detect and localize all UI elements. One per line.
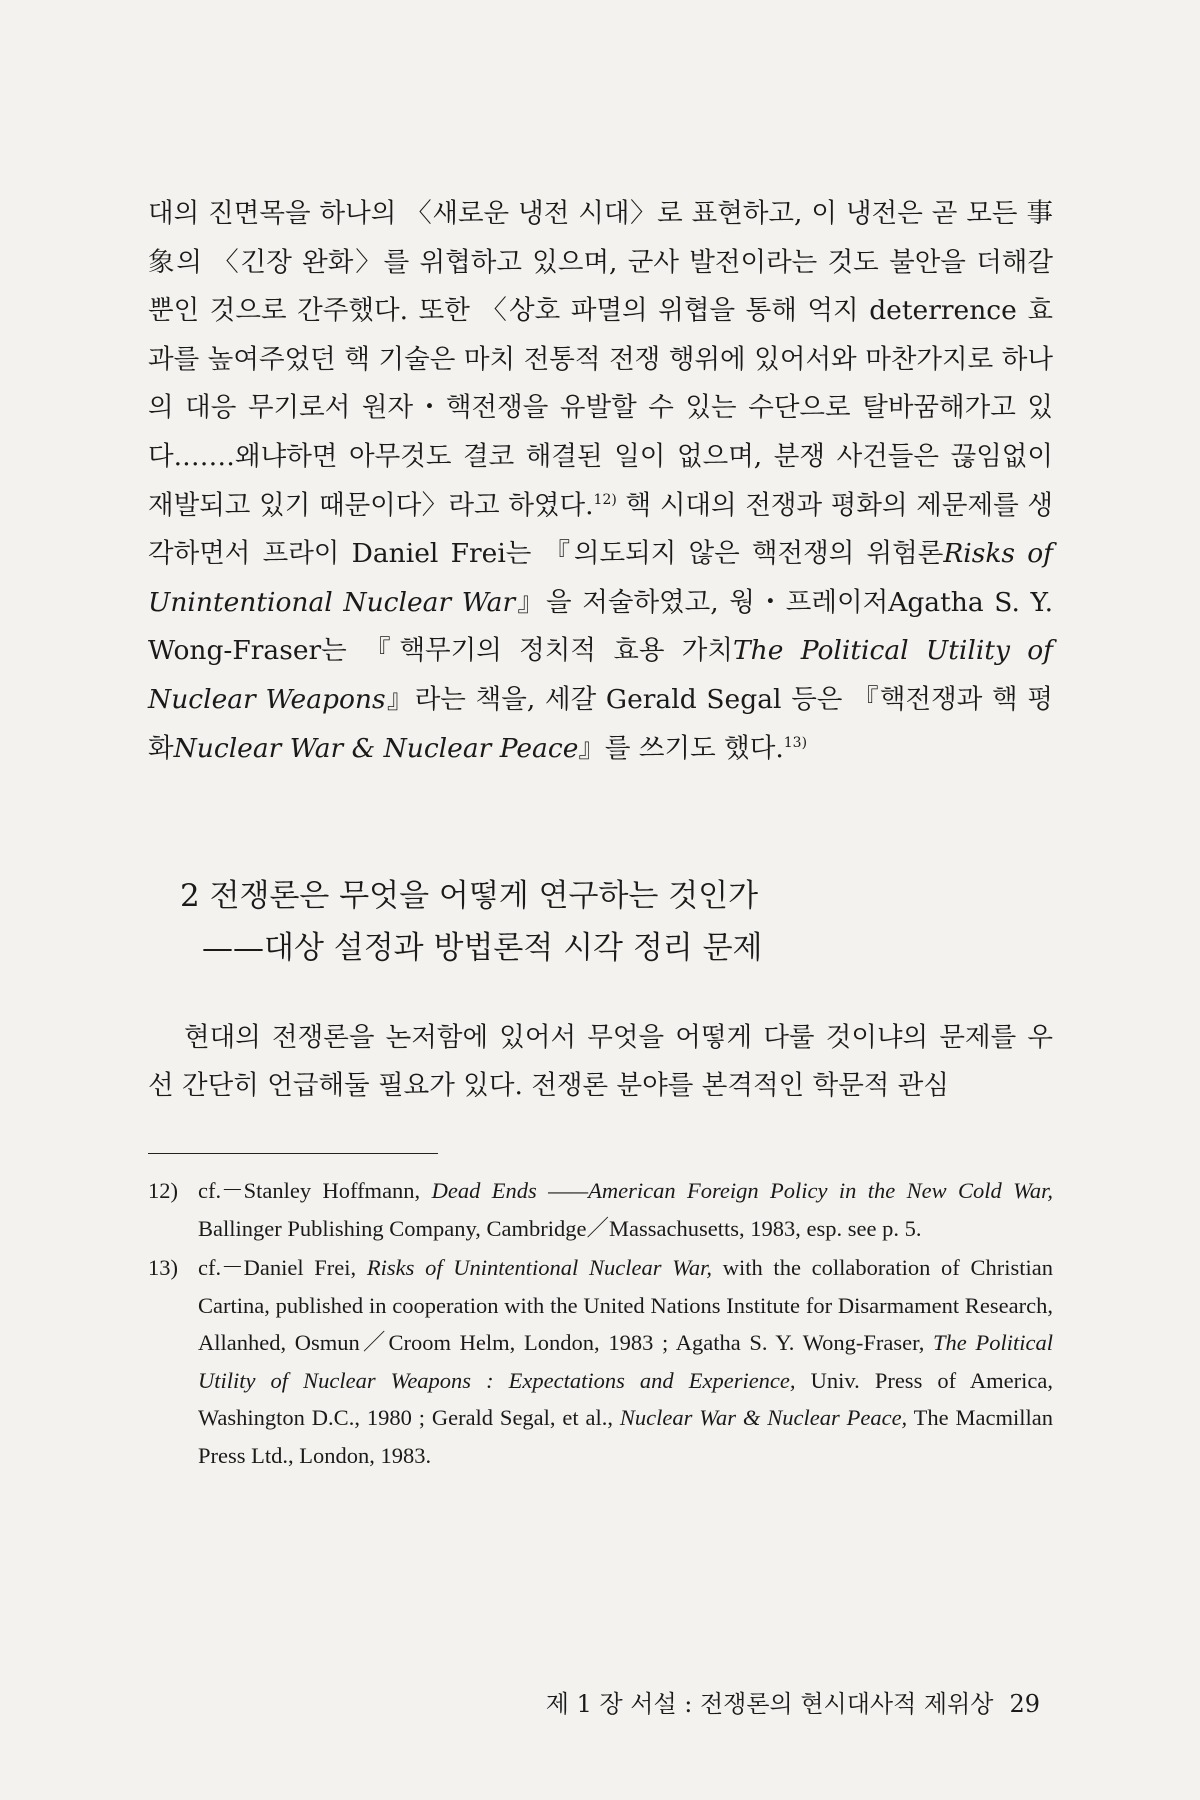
text-run: 』를 쓰기도 했다. xyxy=(578,732,784,764)
book-title-italic: Nuclear War & Nuclear Peace, xyxy=(619,1405,908,1430)
book-title-italic: Risks of Unintentional Nuclear War xyxy=(148,538,1053,618)
footnote-ref-12: 12) xyxy=(593,491,617,508)
book-title-italic: The Political Utility of Nuclear Weapons : Expectations and Experience, xyxy=(198,1330,1053,1393)
text-run: 핵 시대의 전쟁과 평화의 제문제를 생각하면서 프라이 Daniel Frei는 『의도되지 않은 핵전쟁의 위험론 xyxy=(148,489,1053,570)
footnotes xyxy=(148,1172,1053,1476)
text-run: cf.－Daniel Frei, xyxy=(198,1255,367,1280)
footnote-13 xyxy=(148,1249,1053,1474)
book-title-italic: Nuclear War & Nuclear Peace xyxy=(173,732,579,764)
body-paragraph xyxy=(148,190,1053,773)
text-run: 』을 저술하였고, 웡・프레이저Agatha S. Y. Wong-Fraser는 『핵무기의 정치적 효용 가치 xyxy=(148,586,1053,667)
text-run: 』라는 책을, 세갈 Gerald Segal 등은 『핵전쟁과 핵 평화 xyxy=(148,683,1053,764)
body-paragraph-2: 현대의 전쟁론을 논저함에 있어서 무엇을 어떻게 다룰 것이냐의 문제를 우선 간단히 언급해둘 필요가 있다. 전쟁론 분야를 본격적인 학문적 관심 xyxy=(148,1022,1053,1101)
text-run: Ballinger Publishing Company, Cambridge／Massachusetts, 1983, esp. see p. 5. xyxy=(198,1215,922,1241)
text-run: 대의 진면목을 하나의 〈새로운 냉전 시대〉로 표현하고, 이 냉전은 곧 모든 事象의 〈긴장 완화〉를 위협하고 있으며, 군사 발전이라는 것도 불안을 더해갈 뿐인 것으로 간주했다. 또한 〈상호 파멸의 위협을 통해 억지 deterrence 효과를 높여주었던 핵 기술은 마치 전통적 전쟁 행위에 있어서와 마찬가지로 하나의 대응 무기로서 원자・핵전쟁을 유발할 수 있는 수단으로 탈바꿈해가고 있다.……왜냐하면 아무것도 결코 해결된 일이 없으며, 분쟁 사건들은 끊임없이 재발되고 있기 때문이다〉라고 하였다. xyxy=(148,198,1053,521)
book-title-italic: Dead Ends ——American Foreign Policy in the New Cold War, xyxy=(431,1178,1053,1203)
text-run: cf.－Stanley Hoffmann, xyxy=(198,1178,432,1203)
book-title-italic: The Political Utility of Nuclear Weapons xyxy=(148,635,1053,715)
footnote-number: 12) xyxy=(148,1178,178,1203)
running-footer xyxy=(0,1688,1040,1720)
section-subtitle: ——대상 설정과 방법론적 시각 정리 문제 xyxy=(202,930,763,966)
text-run: The Macmillan Press Ltd., London, 1983. xyxy=(198,1405,1053,1468)
footnote-ref-13: 13) xyxy=(783,734,808,751)
page-number: 29 xyxy=(1009,1690,1040,1718)
chapter-title: 제 1 장 서설 : 전쟁론의 현시대사적 제위상 xyxy=(545,1690,994,1718)
footnote-12 xyxy=(148,1172,1053,1247)
book-title-italic: Risks of Unintentional Nuclear War, xyxy=(366,1255,713,1280)
text-run: Univ. Press of America, Washington D.C., 1980 ; Gerald Segal, et al., xyxy=(198,1367,1054,1430)
section-heading xyxy=(180,870,1040,974)
footnote-divider xyxy=(148,1153,438,1154)
text-run: with the collaboration of Christian Cartina, published in cooperation with the United Nations Institute for Disarmament Research, Allanhed, Osmun／Croom Helm, London, 1983 ; Agatha S. Y. Wong-Fraser, xyxy=(198,1255,1054,1355)
section-title: 2 전쟁론은 무엇을 어떻게 연구하는 것인가 xyxy=(180,878,759,914)
footnote-number: 13) xyxy=(148,1255,178,1280)
